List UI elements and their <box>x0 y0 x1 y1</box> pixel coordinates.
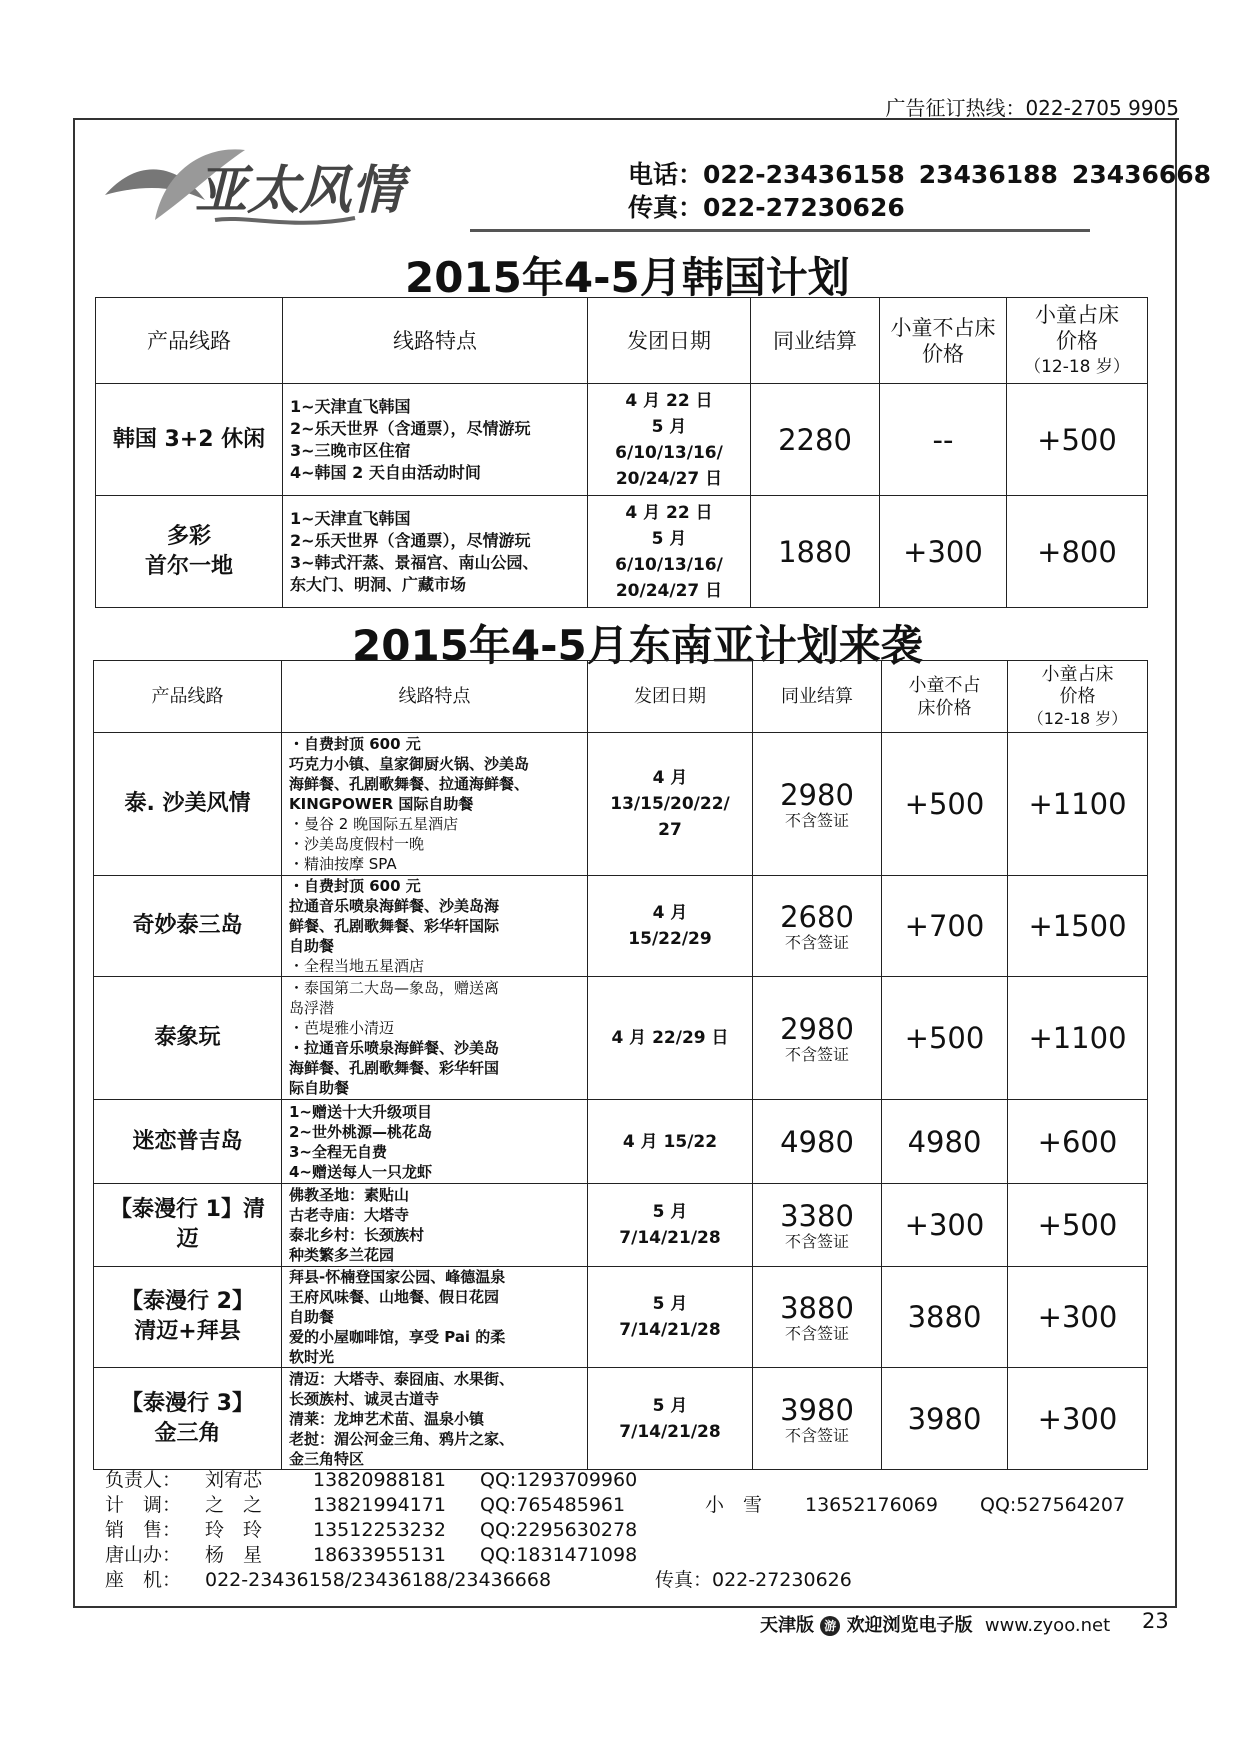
child-bed-price: +1500 <box>1008 876 1148 977</box>
trade-price: 2280 <box>751 384 880 496</box>
korea-title: 2015年4-5月韩国计划 <box>405 253 850 302</box>
page-footer <box>760 1611 1110 1637</box>
visa-note: 不含签证 <box>784 1324 849 1343</box>
header-child-bed: 小童占床 价格 （12-18 岁） <box>1007 298 1148 384</box>
phone-1: 022-23436158 <box>703 160 905 189</box>
child-bed-price: +1100 <box>1008 733 1148 876</box>
route-features: 清迈：大塔寺、泰囧庙、水果街、 长颈族村、诚灵古道寺 清莱：龙坤艺术苗、温泉小镇 老挝：湄公河金三角、鸦片之家、 金三角特区 <box>282 1368 588 1470</box>
trade-price: 2680 不含签证 <box>753 876 882 977</box>
route-name: 【泰漫行 2】 清迈+拜县 <box>94 1267 282 1368</box>
child-nobed-price: +300 <box>882 1184 1008 1267</box>
table-row <box>94 977 1148 1100</box>
trade-price: 4980 <box>753 1100 882 1184</box>
table-row <box>94 1184 1148 1267</box>
company-logo <box>95 140 475 235</box>
child-nobed-price: 4980 <box>882 1100 1008 1184</box>
welcome-text: 欢迎浏览电子版 <box>846 1615 973 1636</box>
header-child-bed: 小童占床 价格 （12-18 岁） <box>1008 661 1148 733</box>
visa-note: 不含签证 <box>784 933 849 952</box>
visa-note: 不含签证 <box>784 1045 849 1064</box>
route-features: 1~赠送十大升级项目 2~世外桃源—桃花岛 3~全程无自费 4~赠送每人一只龙虾 <box>282 1100 588 1184</box>
fax-label: 传真： <box>628 193 704 222</box>
phone-3: 23436668 <box>1071 160 1212 189</box>
table-row <box>94 733 1148 876</box>
contact-underline <box>470 229 1090 232</box>
departure-dates: 4 月 22 日 5 月 6/10/13/16/ 20/24/27 日 <box>588 384 751 496</box>
child-bed-price: +300 <box>1008 1267 1148 1368</box>
child-nobed-price: -- <box>880 384 1007 496</box>
route-name: 迷恋普吉岛 <box>94 1100 282 1184</box>
fax-number: 022-27230626 <box>703 193 905 222</box>
route-features: 1~天津直飞韩国 2~乐天世界（含通票），尽情游玩 3~韩式汗蒸、景福宫、南山公园、 东大门、明洞、广藏市场 <box>283 496 588 608</box>
departure-dates: 4 月 15/22 <box>588 1100 753 1184</box>
phone-2: 23436188 <box>918 160 1058 189</box>
table-row <box>94 876 1148 977</box>
header-route: 产品线路 <box>94 661 282 733</box>
header-route: 产品线路 <box>96 298 283 384</box>
child-nobed-price: +300 <box>880 496 1007 608</box>
visa-note: 不含签证 <box>784 811 849 830</box>
table-row <box>94 1267 1148 1368</box>
page-number: 23 <box>1142 1609 1169 1633</box>
child-nobed-price: 3880 <box>882 1267 1008 1368</box>
route-name: 泰. 沙美风情 <box>94 733 282 876</box>
child-nobed-price: +500 <box>882 733 1008 876</box>
child-bed-price: +300 <box>1008 1368 1148 1470</box>
visa-note: 不含签证 <box>784 1425 849 1445</box>
header-child-nobed: 小童不占床价格 <box>880 298 1007 384</box>
table-row <box>96 496 1148 608</box>
table-row <box>94 1100 1148 1184</box>
child-nobed-price: +700 <box>882 876 1008 977</box>
child-nobed-price: +500 <box>882 977 1008 1100</box>
trade-price: 3880 不含签证 <box>753 1267 882 1368</box>
route-name: 多彩 首尔一地 <box>96 496 283 608</box>
route-features: ・自费封顶 600 元 巧克力小镇、皇家御厨火锅、沙美岛 海鲜餐、孔剧歌舞餐、拉通海鲜餐、 KINGPOWER 国际自助餐 ・曼谷 2 晚国际五星酒店 ・沙美岛度假村一晚 ・精油按摩 SPA <box>282 733 588 876</box>
trade-price: 3980 不含签证 <box>753 1368 882 1470</box>
route-features: 1~天津直飞韩国 2~乐天世界（含通票），尽情游玩 3~三晚市区住宿 4~韩国 2 天自由活动时间 <box>283 384 588 496</box>
child-bed-price: +500 <box>1007 384 1148 496</box>
trade-price: 1880 <box>751 496 880 608</box>
website-link[interactable]: www.zyoo.net <box>984 1615 1111 1636</box>
sea-title: 2015年4-5月东南亚计划来袭 <box>352 621 923 670</box>
departure-dates: 5 月 7/14/21/28 <box>588 1368 753 1470</box>
route-features: 拜县-怀楠登国家公园、峰德温泉 王府风味餐、山地餐、假日花园 自助餐 爱的小屋咖啡馆，享受 Pai 的柔 软时光 <box>282 1267 588 1368</box>
visa-note: 不含签证 <box>784 1232 849 1251</box>
zyoo-badge-icon: 游 <box>820 1616 840 1636</box>
departure-dates: 4 月 15/22/29 <box>588 876 753 977</box>
header-price: 同业结算 <box>751 298 880 384</box>
edition-label: 天津版 <box>760 1615 814 1636</box>
header-dates: 发团日期 <box>588 298 751 384</box>
korea-table <box>95 297 1148 608</box>
departure-dates: 5 月 7/14/21/28 <box>588 1184 753 1267</box>
header-features: 线路特点 <box>282 661 588 733</box>
departure-dates: 5 月 7/14/21/28 <box>588 1267 753 1368</box>
departure-dates: 4 月 13/15/20/22/ 27 <box>588 733 753 876</box>
route-name: 韩国 3+2 休闲 <box>96 384 283 496</box>
header-child-nobed: 小童不占 床价格 <box>882 661 1008 733</box>
route-name: 泰象玩 <box>94 977 282 1100</box>
child-bed-price: +800 <box>1007 496 1148 608</box>
contact-block <box>628 158 1225 224</box>
route-name: 奇妙泰三岛 <box>94 876 282 977</box>
trade-price: 2980 不含签证 <box>753 733 882 876</box>
ad-hotline: 广告征订热线：022-2705 9905 <box>885 96 1179 120</box>
table-row <box>94 1368 1148 1470</box>
route-name: 【泰漫行 3】 金三角 <box>94 1368 282 1470</box>
departure-dates: 4 月 22/29 日 <box>588 977 753 1100</box>
child-bed-price: +600 <box>1008 1100 1148 1184</box>
phone-label: 电话： <box>628 160 704 189</box>
header-dates: 发团日期 <box>588 661 753 733</box>
route-features: 佛教圣地：素贴山 古老寺庙：大塔寺 泰北乡村：长颈族村 种类繁多兰花园 <box>282 1184 588 1267</box>
table-row <box>96 384 1148 496</box>
trade-price: 3380 不含签证 <box>753 1184 882 1267</box>
header-price: 同业结算 <box>753 661 882 733</box>
route-features: ・自费封顶 600 元 拉通音乐喷泉海鲜餐、沙美岛海 鲜餐、孔剧歌舞餐、彩华轩国际 自助餐 ・全程当地五星酒店 <box>282 876 588 977</box>
child-bed-price: +500 <box>1008 1184 1148 1267</box>
header-features: 线路特点 <box>283 298 588 384</box>
child-bed-price: +1100 <box>1008 977 1148 1100</box>
trade-price: 2980 不含签证 <box>753 977 882 1100</box>
child-nobed-price: 3980 <box>882 1368 1008 1470</box>
sea-table <box>93 660 1148 1470</box>
route-features: ・泰国第二大岛—象岛，赠送离 岛浮潜 ・芭堤雅小清迈 ・拉通音乐喷泉海鲜餐、沙美岛 海鲜餐、孔剧歌舞餐、彩华轩国 际自助餐 <box>282 977 588 1100</box>
logo-text: 亚太风情 <box>195 160 404 221</box>
route-name: 【泰漫行 1】清 迈 <box>94 1184 282 1267</box>
departure-dates: 4 月 22 日 5 月 6/10/13/16/ 20/24/27 日 <box>588 496 751 608</box>
